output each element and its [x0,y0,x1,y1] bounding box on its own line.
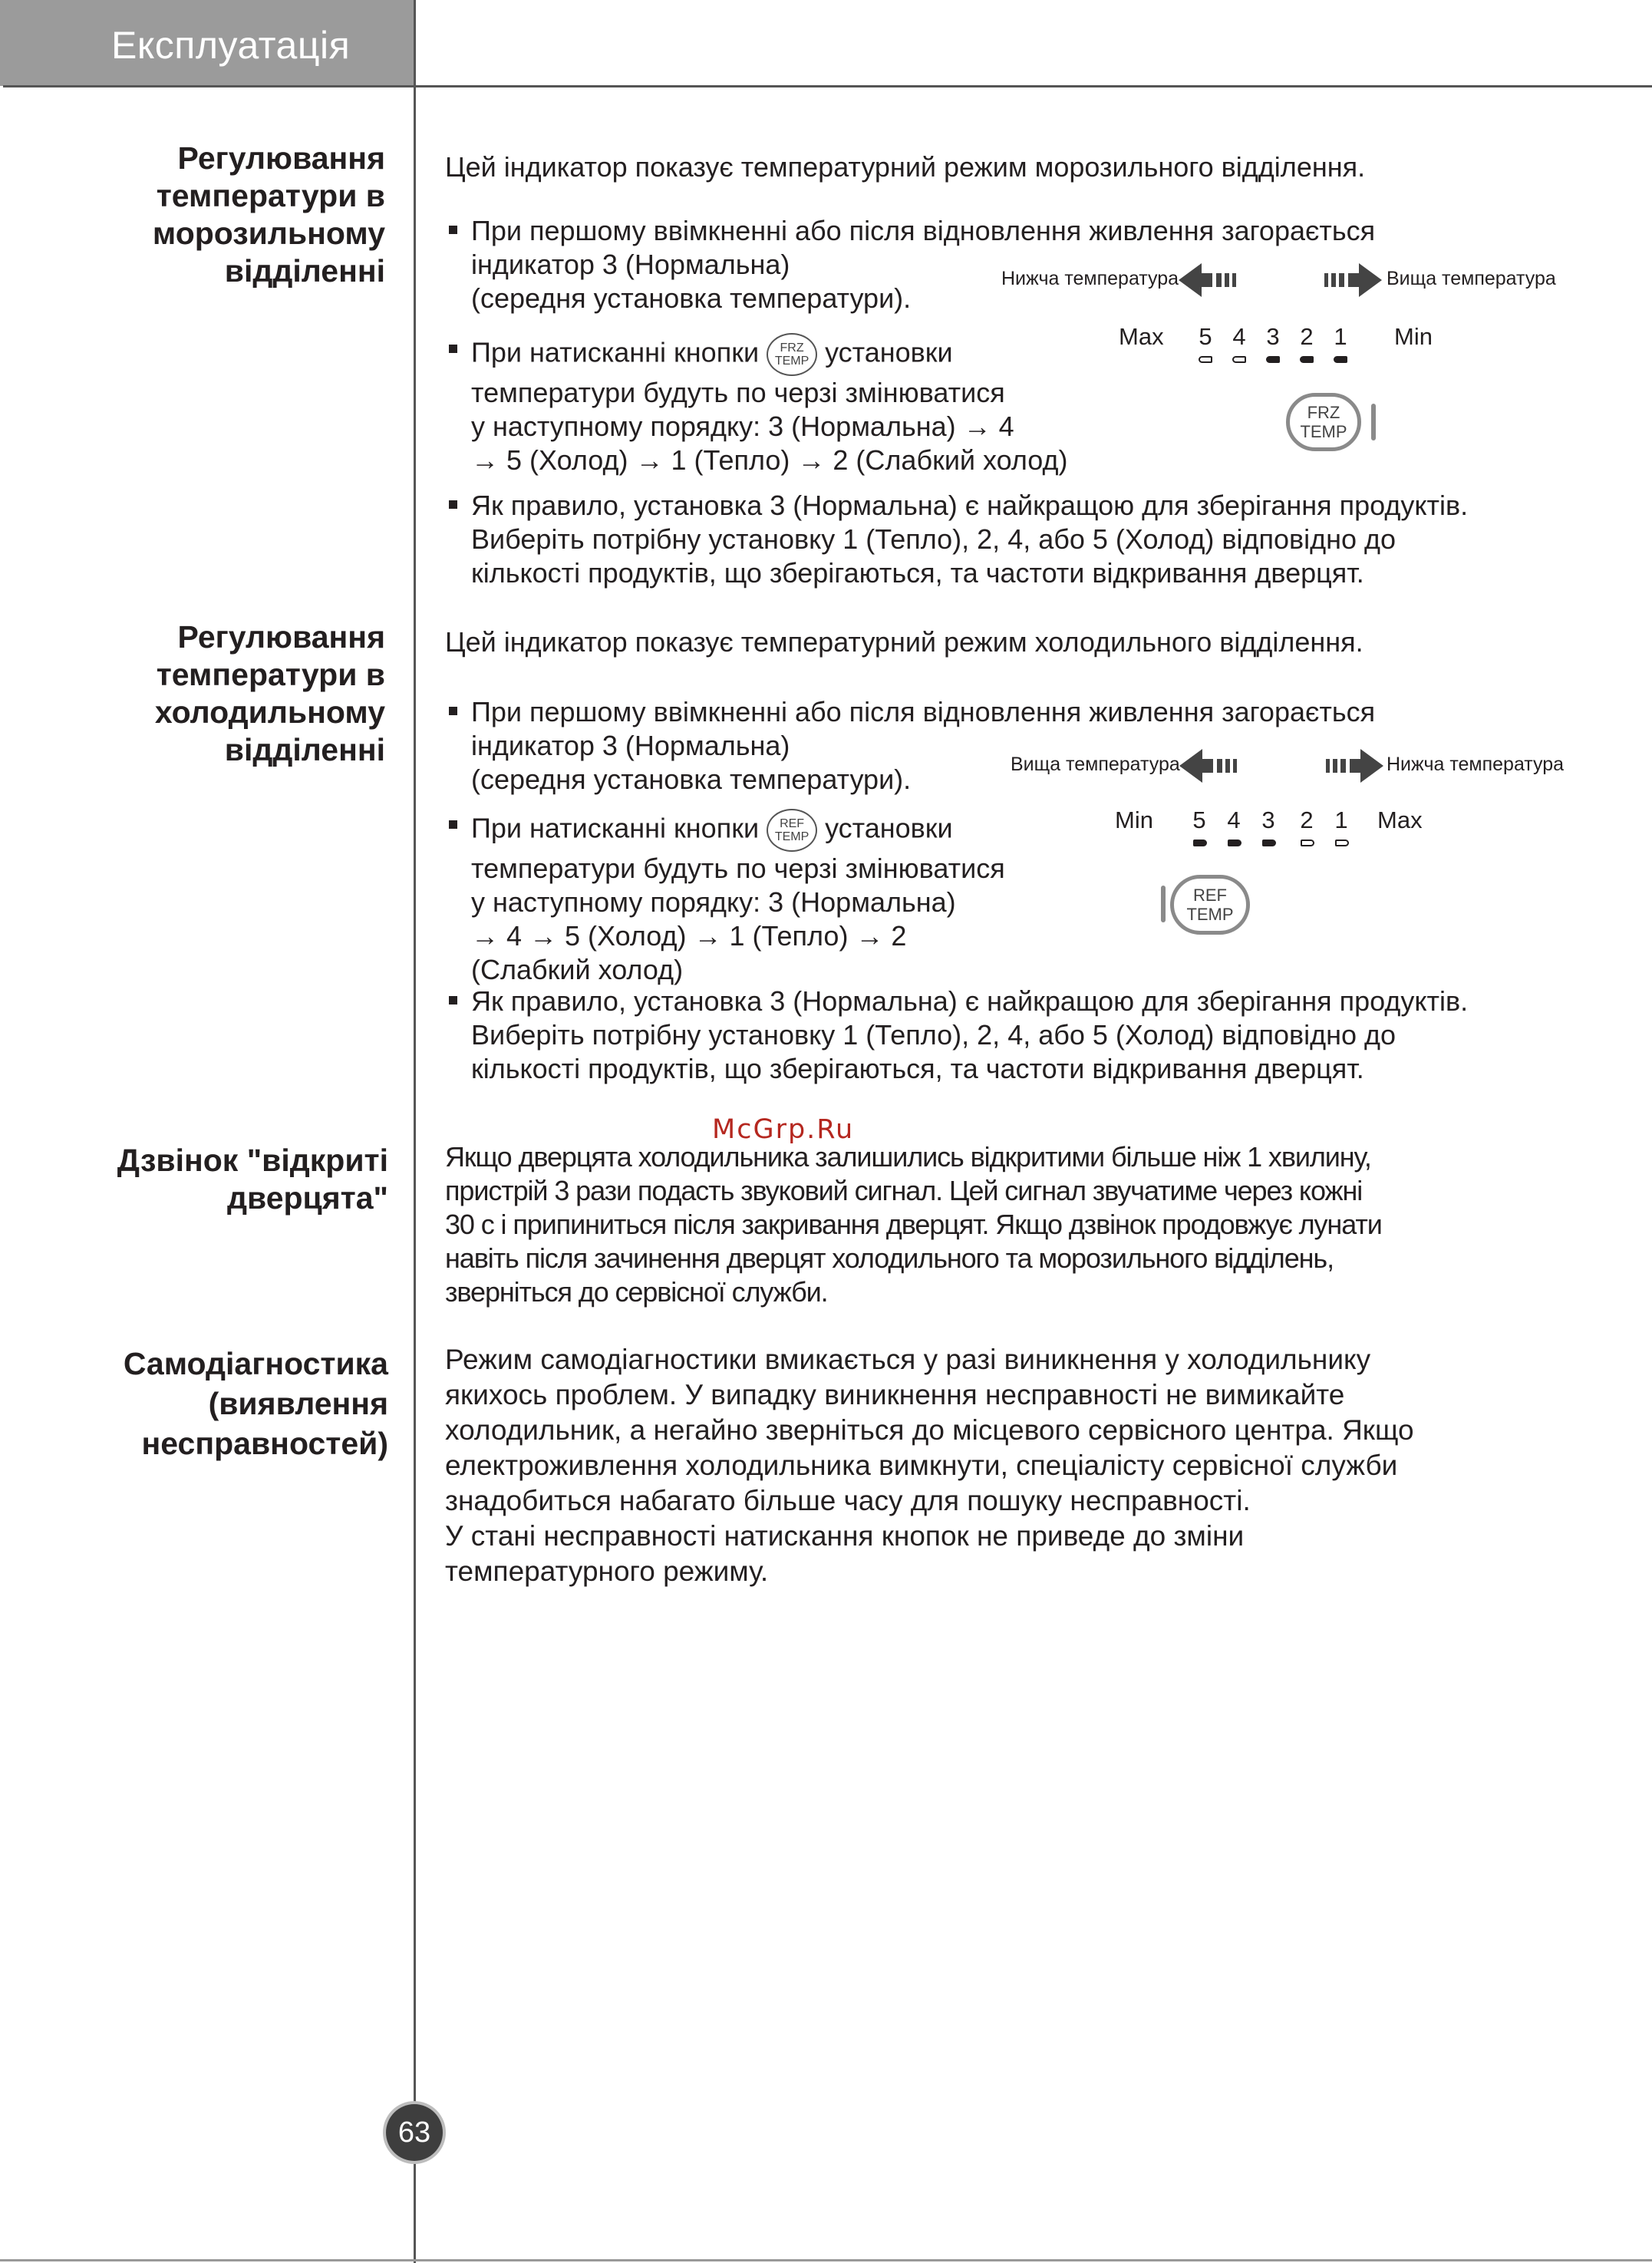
frz-temp-button[interactable]: FRZ TEMP [1286,393,1361,451]
lower-temp-label: Нижча температура [1387,754,1565,775]
scale-min-label: Min [1115,807,1153,833]
level-5-label: 5 [1192,807,1206,833]
lower-temp-label: Нижча температура [1001,268,1179,289]
footer-divider [0,2259,1652,2261]
level-4-label: 4 [1227,807,1241,833]
door-alarm-heading: Дзвінок "відкриті дверцята" [117,1143,388,1216]
fridge-heading: Регулювання температури в холодильному відділенні [154,619,385,767]
level-2-label: 2 [1300,323,1314,350]
frz-temp-inline-icon: FRZ TEMP [767,333,817,376]
arrow-left-icon [1179,747,1253,785]
fridge-temp-scale [1113,804,1450,858]
ref-temp-button[interactable]: REF TEMP [1170,875,1250,935]
freezer-heading: Регулювання температури в морозильному відділенні [152,140,385,289]
scale-min-label: Min [1394,323,1433,350]
level-3-indicator [1266,356,1280,363]
freezer-intro: Цей індикатор показує температурний режим морозильного відділення. [445,151,1366,183]
level-5-indicator [1193,840,1207,846]
level-3-label: 3 [1266,323,1280,350]
level-1-label: 1 [1334,323,1347,350]
level-3-indicator [1262,840,1276,846]
fridge-bullet-3 [445,985,1468,1086]
arrow-right-icon [1308,261,1382,299]
door-alarm-text: Якщо дверцята холодильника залишились відкритими більше ніж 1 хвилину, пристрій 3 рази подасть звуковий сигнал. Цей сигнал звучатиме через кожні 30 с і припиниться після закривання дверцят. Якщо дзвінок продовжує лунати навіть після зачинення дверцят холодильного та морозильного відділень, зверніться до сервісної служби. [445,1141,1382,1308]
button-indicator-bar [1371,404,1376,440]
column-divider [414,0,416,2263]
higher-temp-label: Вища температура [1387,268,1556,289]
watermark: McGrp.Ru [712,1114,855,1145]
section-title: Експлуатація [111,24,351,67]
list-item: При першому ввімкненні або після відновлення живлення загорається індикатор 3 (Нормальна) (середня установка температури). [445,695,1375,797]
section-tab [0,0,414,86]
self-diagnostics-text: Режим самодіагностики вмикається у разі виникнення у холодильнику якихось проблем. У випадку виникнення несправності не вимикайте холодильник, а негайно зверніться до місцевого сервісного центра. Якщо електроживлення холодильника вимкнути, спеціалісту сервісної служби знадобиться набагато більше часу для пошуку несправності. У стані несправності натискання кнопок не приведе до зміни температурного режиму. [445,1344,1414,1587]
list-item: Як правило, установка 3 (Нормальна) є найкращою для зберігання продуктів. Виберіть потрібну установку 1 (Тепло), 2, 4, або 5 (Холод) відповідно до кількості продуктів, що зберігаються, та частоти відкривання дверцят. [445,985,1468,1086]
level-2-label: 2 [1300,807,1314,833]
list-item: При першому ввімкненні або після відновлення живлення загорається індикатор 3 (Нормальна) (середня установка температури). [445,214,1375,315]
list-item: При натисканні кнопки REF TEMP установки температури будуть по черзі змінюватися у наступному порядку: 3 (Нормальна) → 4 → 5 (Холод) → 1 (Тепло) → 2 (Слабкий холод) [445,809,1005,987]
level-4-label: 4 [1232,323,1246,350]
freezer-temperature-direction [997,258,1581,304]
page-number: 63 [386,2104,443,2161]
level-3-label: 3 [1261,807,1275,833]
fridge-bullet-2 [445,809,1005,987]
level-1-indicator [1335,840,1349,846]
list-item: При натисканні кнопки FRZ TEMP установки температури будуть по черзі змінюватися у наступному порядку: 3 (Нормальна) → 4 → 5 (Холод) → 1 (Тепло) → 2 (Слабкий холод) [445,333,1068,477]
level-2-indicator [1301,840,1314,846]
freezer-bullet-2 [445,333,1068,477]
level-5-indicator [1199,356,1212,363]
ref-temp-inline-icon: REF TEMP [767,809,817,852]
level-1-label: 1 [1334,807,1348,833]
scale-max-label: Max [1377,807,1423,833]
scale-max-label: Max [1119,323,1164,350]
level-4-indicator [1232,356,1246,363]
level-2-indicator [1300,356,1314,363]
freezer-temp-scale [1116,321,1454,374]
arrow-right-icon [1310,747,1383,785]
button-indicator-bar [1161,886,1166,922]
fridge-intro: Цей індикатор показує температурний режим холодильного відділення. [445,626,1363,658]
list-item: Як правило, установка 3 (Нормальна) є найкращою для зберігання продуктів. Виберіть потрібну установку 1 (Тепло), 2, 4, або 5 (Холод) відповідно до кількості продуктів, що зберігаються, та частоти відкривання дверцят. [445,489,1468,590]
arrow-left-icon [1179,261,1252,299]
self-diagnostics-heading: Самодіагностика (виявлення несправностей) [123,1346,388,1461]
freezer-bullet-3 [445,489,1468,590]
level-1-indicator [1334,356,1347,363]
header-divider [3,85,1652,87]
level-5-label: 5 [1199,323,1212,350]
higher-temp-label: Вища температура [1011,754,1180,775]
level-4-indicator [1228,840,1241,846]
fridge-temperature-direction [1007,744,1590,790]
